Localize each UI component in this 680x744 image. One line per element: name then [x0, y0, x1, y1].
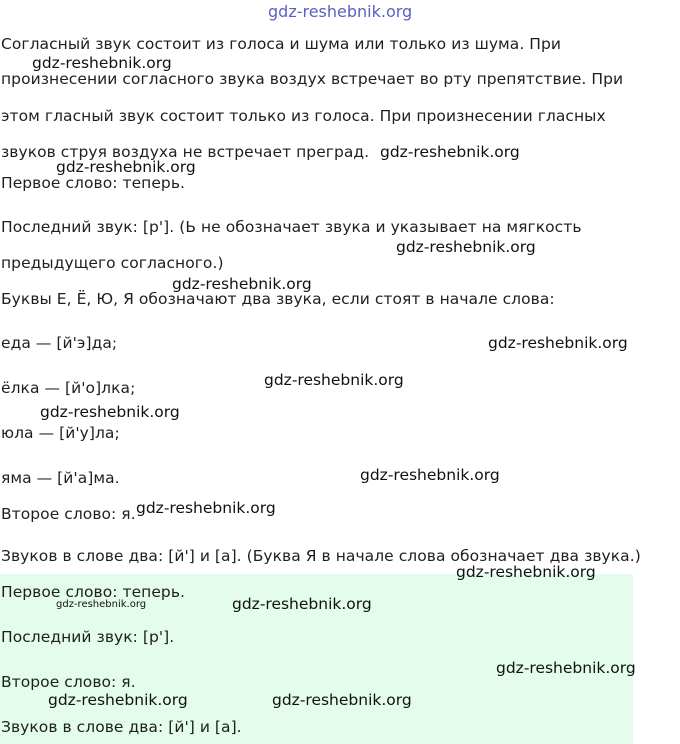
answer-line-3: Второе слово: я.	[1, 673, 136, 691]
explanation-line-4: звуков струя воздуха не встречает преград.	[1, 143, 370, 161]
watermark: gdz-reshebnik.org	[272, 691, 412, 709]
explanation-line-1: Согласный звук состоит из голоса и шума или только из шума. При	[1, 35, 562, 53]
explanation-sounds-count: Звуков в слове два: [й'] и [а]. (Буква Я в начале слова обозначает два звука.)	[1, 547, 641, 565]
watermark-small: gdz-reshebnik.org	[56, 599, 147, 610]
explanation-line-7: предыдущего согласного.)	[1, 254, 224, 272]
example-eda: еда — [й'э]да;	[1, 334, 118, 352]
explanation-line-3: этом гласный звук состоит только из голоса. При произнесении гласных	[1, 107, 606, 125]
example-yama: яма — [й'а]ма.	[1, 469, 120, 487]
explanation-line-8: Буквы Е, Ё, Ю, Я обозначают два звука, если стоят в начале слова:	[1, 290, 555, 308]
watermark: gdz-reshebnik.org	[488, 334, 628, 352]
watermark: gdz-reshebnik.org	[56, 158, 196, 176]
example-yolka: ёлка — [й'о]лка;	[1, 379, 136, 397]
watermark: gdz-reshebnik.org	[264, 371, 404, 389]
watermark: gdz-reshebnik.org	[232, 595, 372, 613]
watermark: gdz-reshebnik.org	[360, 466, 500, 484]
watermark: gdz-reshebnik.org	[32, 54, 172, 72]
example-yula: юла — [й'у]ла;	[1, 424, 120, 442]
watermark: gdz-reshebnik.org	[396, 238, 536, 256]
explanation-line-5: Первое слово: теперь.	[1, 174, 185, 192]
explanation-line-6: Последний звук: [р']. (Ь не обозначает звука и указывает на мягкость	[1, 218, 582, 236]
explanation-second-word: Второе слово: я.	[1, 505, 136, 523]
watermark: gdz-reshebnik.org	[136, 499, 276, 517]
answer-line-4: Звуков в слове два: [й'] и [а].	[1, 718, 242, 736]
explanation-line-2: произнесении согласного звука воздух встречает во рту препятствие. При	[1, 70, 624, 88]
watermark: gdz-reshebnik.org	[496, 659, 636, 677]
site-header-watermark[interactable]: gdz-reshebnik.org	[268, 2, 413, 21]
watermark: gdz-reshebnik.org	[456, 563, 596, 581]
watermark: gdz-reshebnik.org	[40, 403, 180, 421]
answer-line-1: Первое слово: теперь.	[1, 583, 185, 601]
watermark: gdz-reshebnik.org	[48, 691, 188, 709]
answer-line-2: Последний звук: [р'].	[1, 628, 175, 646]
watermark: gdz-reshebnik.org	[380, 143, 520, 161]
watermark: gdz-reshebnik.org	[172, 275, 312, 293]
